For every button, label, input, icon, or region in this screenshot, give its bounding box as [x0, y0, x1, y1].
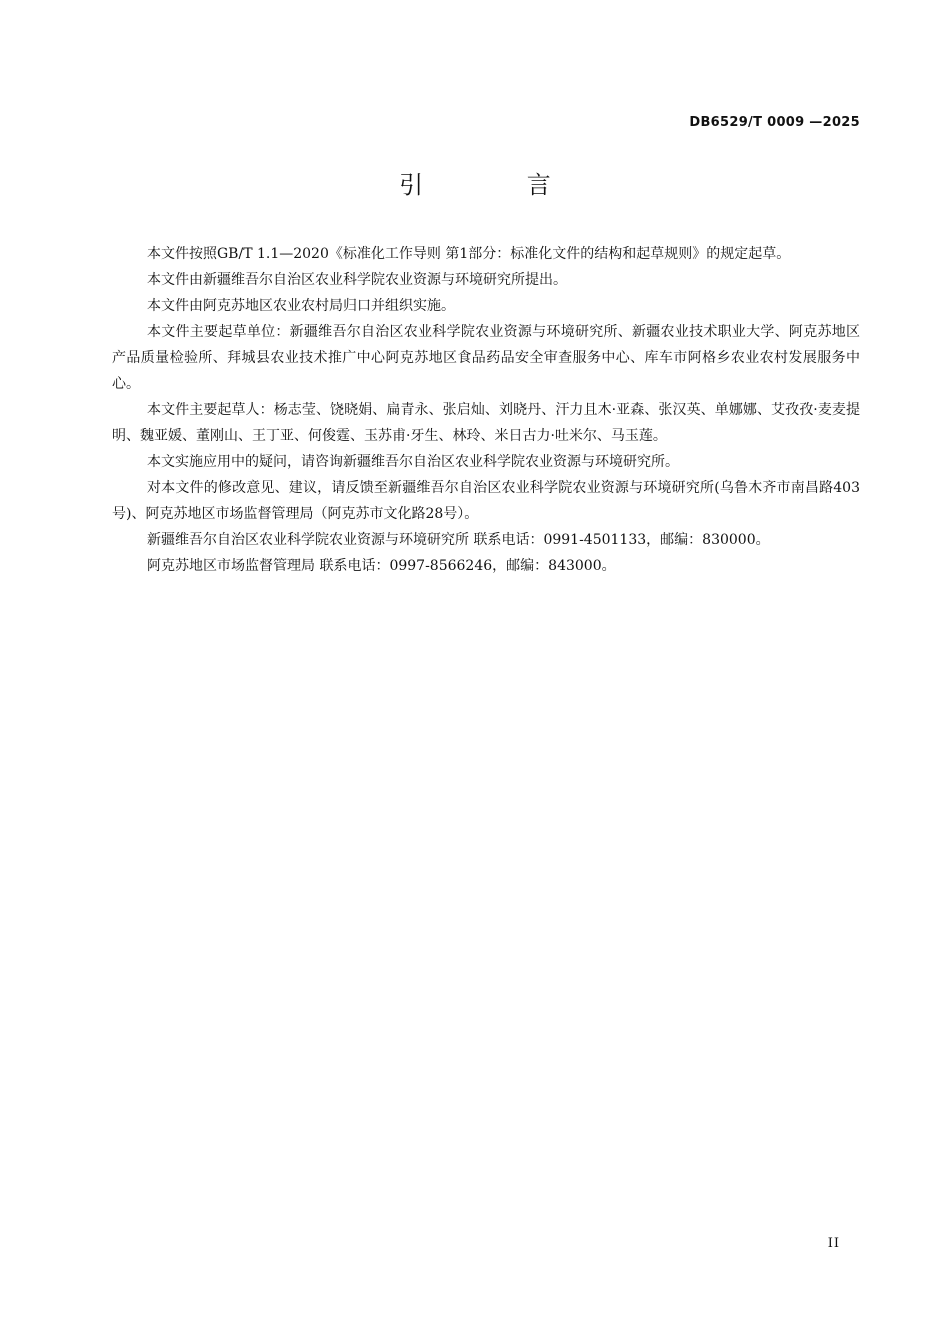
paragraph-contact-institute: 新疆维吾尔自治区农业科学院农业资源与环境研究所 联系电话：0991-4501133，邮编：830000。 [147, 532, 770, 548]
page-number: II [827, 1236, 840, 1251]
paragraph-drafting-units: 本文件主要起草单位：新疆维吾尔自治区农业科学院农业资源与环境研究所、新疆农业技术职业大学、阿克苏地区产品质量检验所、拜城县农业技术推广中心阿克苏地区食品药品安全审查服务中心、库车市阿格乡农业农村发展服务中心。 [112, 324, 860, 392]
document-code: DB6529/T 0009 —2025 [689, 115, 860, 130]
paragraph-proposer: 本文件由新疆维吾尔自治区农业科学院农业资源与环境研究所提出。 [147, 272, 567, 288]
introduction-body [112, 241, 860, 579]
paragraph-drafters: 本文件主要起草人：杨志莹、饶晓娟、扁青永、张启灿、刘晓丹、汗力且木·亚森、张汉英、单娜娜、艾孜孜·麦麦提明、魏亚媛、董刚山、王丁亚、何俊霆、玉苏甫·牙生、林玲、米日古力·吐米尔、马玉莲。 [112, 402, 860, 444]
paragraph-feedback: 对本文件的修改意见、建议，请反馈至新疆维吾尔自治区农业科学院农业资源与环境研究所(乌鲁木齐市南昌路403号)、阿克苏地区市场监督管理局（阿克苏市文化路28号）。 [112, 480, 860, 522]
paragraph-drafting-rules: 本文件按照GB/T 1.1—2020《标准化工作导则 第1部分：标准化文件的结构和起草规则》的规定起草。 [147, 246, 791, 262]
page-title: 引 言 [399, 171, 599, 199]
paragraph-responsible-unit: 本文件由阿克苏地区农业农村局归口并组织实施。 [147, 298, 455, 314]
paragraph-contact-market-bureau: 阿克苏地区市场监督管理局 联系电话：0997-8566246，邮编：843000。 [147, 558, 616, 574]
paragraph-inquiries: 本文实施应用中的疑问，请咨询新疆维吾尔自治区农业科学院农业资源与环境研究所。 [147, 454, 679, 470]
